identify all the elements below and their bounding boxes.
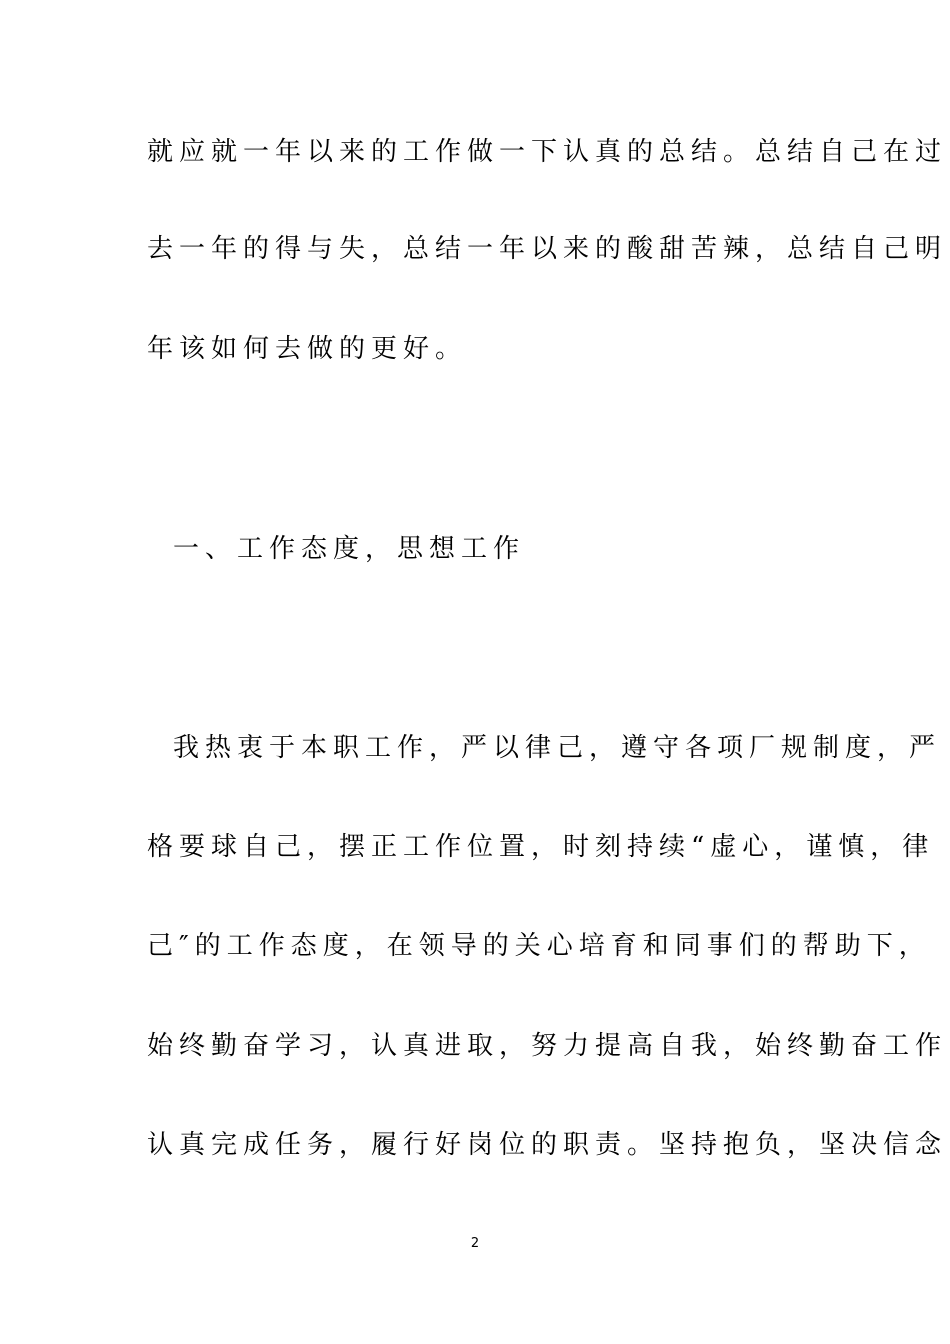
- text-line: 年该如何去做的更好。: [147, 334, 468, 364]
- text-line: 去一年的得与失，总结一年以来的酸甜苦辣，总结自己明: [147, 234, 948, 264]
- text-line: 格要球自己，摆正工作位置，时刻持续“虚心，谨慎，律: [147, 832, 935, 862]
- text-line: 己″的工作态度，在领导的关心培育和同事们的帮助下，: [147, 931, 931, 961]
- section-heading: 一、工作态度，思想工作: [173, 534, 526, 564]
- text-line: 认真完成任务，履行好岗位的职责。坚持抱负，坚决信念: [147, 1130, 948, 1160]
- text-line: 我热衷于本职工作，严以律己，遵守各项厂规制度，严: [173, 733, 942, 763]
- text-line: 就应就一年以来的工作做一下认真的总结。总结自己在过: [147, 137, 948, 167]
- page-number: 2: [470, 1236, 480, 1251]
- text-line: 始终勤奋学习，认真进取，努力提高自我，始终勤奋工作: [147, 1031, 948, 1061]
